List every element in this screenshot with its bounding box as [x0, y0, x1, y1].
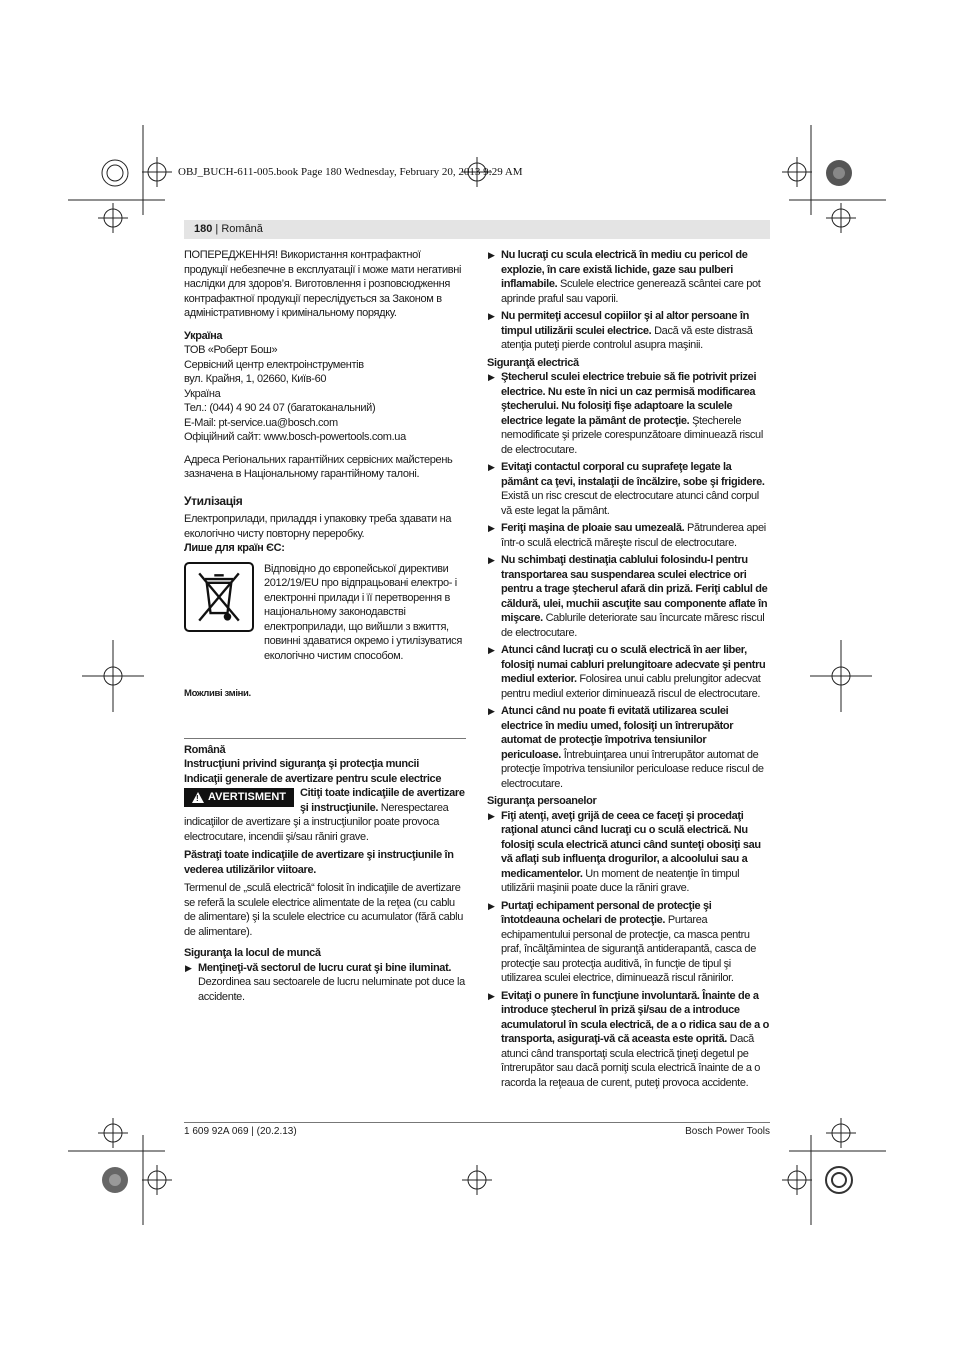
- bullet-arrow-icon: ▶: [488, 990, 495, 1001]
- bullet-arrow-icon: ▶: [488, 462, 495, 472]
- regional-note: Адреса Регіональних гарантійних сервісних майстерень зазначена в Національному гарантійному талоні.: [184, 453, 453, 480]
- footer-brand: Bosch Power Tools: [685, 1126, 770, 1137]
- bullet-arrow-icon: ▶: [488, 523, 495, 533]
- list-item: ▶ Fiţi atenţi, aveţi grijă de ceea ce faceţi şi procedaţi raţional atunci când lucraţi cu o sculă electrică. Nu folosiţi scula electrică atunci când sunteţi obosiţi sau vă aflaţi sub influenţa drogurilor, a alcoolului sau a medicamentelor. Un moment de neatenţie în timpul utilizării maşinii poate duce la răniri grave.: [488, 809, 761, 894]
- eu-heading: Лише для країн ЄС:: [184, 542, 285, 554]
- header-separator: |: [215, 223, 219, 235]
- bullet-arrow-icon: ▶: [488, 372, 495, 382]
- crossed-bin-icon: [184, 562, 254, 632]
- eu-directive-text: Відповідно до європейської директиви 2012/19/EU про відпрацьовані електро- і електронні прилади і її перетворення в національному законодавстві електроприлади, що вийшли з вжиття, повинні здаватися окремо і утилізуватися екологічно чистим способом.: [264, 562, 462, 662]
- bullet-arrow-icon: ▶: [488, 810, 495, 821]
- footer-doc-number: 1 609 92A 069 | (20.2.13): [184, 1126, 297, 1137]
- address-line: Тел.: (044) 4 90 24 07 (багатоканальний): [184, 402, 376, 414]
- workplace-heading: Siguranţa la locul de muncă: [184, 947, 321, 959]
- bullet-arrow-icon: ▶: [488, 645, 495, 655]
- footer-rule: [184, 1122, 770, 1123]
- counterfeit-warning: ПОПЕРЕДЖЕННЯ! Використання контрафактної продукції небезпечне в експлуатації і може мати негативні наслідки для здоров’я. Виготовлення і розповсюдження контрафактної продукції переслідується за Законом в адміністративному і кримінальному порядку.: [184, 249, 462, 319]
- safety-title: Instrucţiuni privind siguranţa şi protecţia muncii: [184, 758, 419, 770]
- warning-paragraph: [184, 786, 466, 844]
- term-definition: Termenul de „sculă electrică“ folosit în indicaţiile de avertizare se referă la sculele electrice alimentate de la reţea (cu cablu de alimentare) şi la sculele electrice cu acumulator (fără cablu de alimentare).: [184, 882, 464, 938]
- language-title: Română: [184, 743, 226, 756]
- list-item: ▶ Nu schimbaţi destinaţia cablului folosindu-l pentru transportarea sau suspendarea sculei electrice ori pentru a trage ştecherul afară din priză. Feriţi cablul de căldură, ulei, muchii ascuţite sau componente aflate în mişcare. Cablurile deteriorate sau încurcate măresc riscul de electrocutare.: [488, 554, 768, 639]
- eu-disposal-block: [184, 562, 466, 664]
- personal-safety-heading: Siguranţa persoanelor: [487, 795, 597, 807]
- right-column: [487, 248, 769, 1093]
- ukraine-heading: Україна: [184, 329, 223, 342]
- bullet-arrow-icon: ▶: [488, 706, 495, 716]
- section-divider: [184, 738, 466, 739]
- list-item: ▶ Atunci când nu poate fi evitată utilizarea sculei electrice în mediu umed, folosiţi un întrerupător automat de protecţie împotriva tensiunilor periculoase. Întrebuinţarea unui întrerupător automat de protecţie împotriva tensiunilor periculoase reduce riscul de electrocutare.: [488, 705, 764, 790]
- warning-triangle-icon: !: [192, 792, 204, 803]
- list-item: ▶ Nu permiteţi accesul copiilor şi al altor persoane în timpul utilizării sculei electrice. Dacă vă este distrasă atenţia puteţi pierde controlul asupra maşinii.: [488, 310, 753, 351]
- list-item: ▶ Evitaţi contactul corporal cu suprafeţe legate la pământ ca ţevi, instalaţii de încălzire, sobe şi frigidere. Există un risc crescut de electrocutare atunci când corpul vă este legat la pământ.: [488, 461, 765, 517]
- address-line: Офіційний сайт: www.bosch-powertools.com.ua: [184, 431, 406, 443]
- address-line: Україна: [184, 387, 221, 400]
- page-number: 180: [194, 223, 213, 235]
- list-item: ▶ Atunci când lucraţi cu o sculă electrică în aer liber, folosiţi numai cabluri prelungitoare adecvate şi pentru mediul exterior. Folosirea unui cablu prelungitor adecvat pentru mediul exterior diminuează riscul de electrocutare.: [488, 644, 766, 700]
- list-item: ▶ Menţineţi-vă sectorul de lucru curat şi bine iluminat. Dezordinea sau sectoarele de lucru neluminate pot duce la accidente.: [185, 961, 465, 1003]
- page-header: [184, 220, 770, 239]
- bullet-arrow-icon: ▶: [185, 962, 192, 973]
- bullet-arrow-icon: ▶: [488, 555, 495, 565]
- address-line: ТОВ «Роберт Бош»: [184, 344, 278, 356]
- bullet-arrow-icon: ▶: [488, 250, 495, 260]
- bullet-arrow-icon: ▶: [488, 900, 495, 911]
- disposal-heading: Утилізація: [184, 493, 243, 508]
- list-item: ▶ Evitaţi o punere în funcţiune involuntară. Înainte de a introduce ştecherul în priză şi/sau de a introduce acumulatorul în scula electrică, de a o ridica sau de a o transporta, asiguraţi-vă că aceasta este oprită. Dacă atunci când transportaţi scula electrică ţineţi degetul pe întrerupător sau dacă porniţi scula electrică înainte de a o racorda la reţeaua de curent, puteţi provoca accidente.: [488, 989, 769, 1089]
- address-line: Сервісний центр електроінструментів: [184, 358, 364, 371]
- keep-instructions: Păstraţi toate indicaţiile de avertizare şi instrucţiunile în vederea utilizărilor viitoare.: [184, 849, 454, 876]
- read-instructions-rest: Nerespectarea indicaţiilor de avertizare şi a instrucţiunilor poate provoca electrocutare, incendii şi/sau răniri grave.: [184, 801, 449, 843]
- header-section: Română: [221, 223, 263, 235]
- list-item: ▶ Purtaţi echipament personal de protecţie şi întotdeauna ochelari de protecţie. Purtarea echipamentului personal de protecţie, ca masca pentru praf, încălţămintea de siguranţă antiderapantă, casca de protecţie sau protecţia auditivă, în funcţie de tipul şi utilizarea sculei electrice, diminuează riscul rănirilor.: [488, 899, 756, 984]
- electric-safety-heading: Siguranţă electrică: [487, 356, 579, 369]
- general-warnings-title: Indicaţii generale de avertizare pentru scule electrice: [184, 772, 442, 785]
- read-instructions-bold: Citiţi toate indicaţiile de avertizare şi instrucţiunile.: [300, 787, 465, 814]
- disposal-text: Електроприлади, приладдя і упаковку треба здавати на екологічно чисту повторну переробку.: [184, 513, 452, 540]
- print-slug: OBJ_BUCH-611-005.book Page 180 Wednesday, February 20, 2013 9:29 AM: [178, 166, 523, 178]
- address-line: вул. Крайня, 1, 02660, Київ-60: [184, 373, 327, 385]
- list-item: ▶ Ştecherul sculei electrice trebuie să fie potrivit prizei electrice. Nu este în nici un caz permisă modificarea ştecherului. Nu folosiţi fişe adaptoare la sculele electrice legate la pământ de protecţie. Ştecherele nemodificate şi prizele corespunzătoare diminuează riscul de electrocutare.: [488, 371, 763, 456]
- bullet-arrow-icon: ▶: [488, 311, 495, 321]
- changes-note: Можливі зміни.: [184, 688, 251, 699]
- left-column: [184, 248, 466, 1007]
- list-item: ▶ Feriţi maşina de ploaie sau umezeală. Pătrunderea apei într-o sculă electrică măreşte riscul de electrocutare.: [488, 522, 766, 549]
- warning-badge: ! AVERTISMENT: [184, 788, 294, 807]
- list-item: ▶ Nu lucraţi cu scula electrică în mediu cu pericol de explozie, în care există lichide, gaze sau pulberi inflamabile. Sculele electrice generează scântei care pot aprinde praful sau vaporii.: [488, 249, 761, 305]
- address-line: E-Mail: pt-service.ua@bosch.com: [184, 416, 338, 429]
